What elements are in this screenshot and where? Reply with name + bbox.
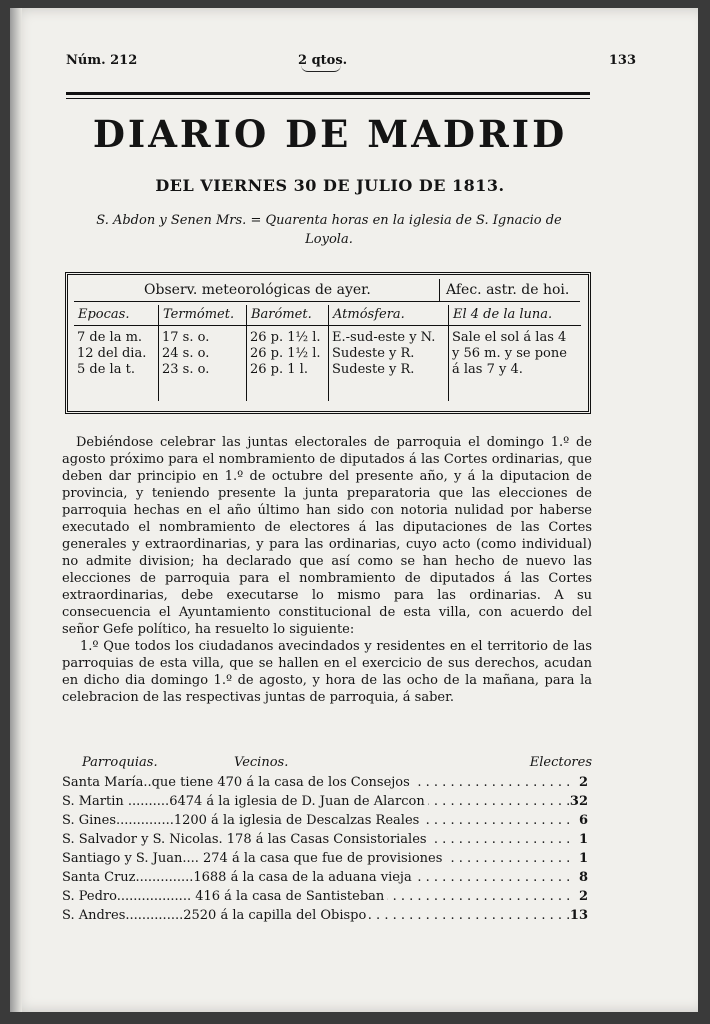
- parish-table-header: [62, 755, 592, 773]
- saints-of-the-day: S. Abdon y Senen Mrs. = Quarenta horas en la iglesia de S. Ignacio de Loyola.: [96, 213, 562, 247]
- newspaper-page: [10, 8, 698, 1012]
- masthead-title: DIARIO DE MADRID: [92, 112, 568, 156]
- parish-entry: Santiago y S. Juan.... 274 á la casa que fue de provisiones: [62, 851, 445, 866]
- column-header: Epocas.: [74, 305, 158, 326]
- article-paragraph: 1.º Que todos los ciudadanos avecindados y residentes en el territorio de las parroquias de esta villa, que se hallen en el exercicio de sus derechos, acudan en dicho dia domingo 1.º de agosto, y hora de las ocho de la mañana, para la celebracion de las respectivas juntas de parroquia, á saber.: [62, 639, 592, 705]
- parish-entry: Santa María..que tiene 470 á la casa de los Consejos: [62, 775, 413, 790]
- elector-count: 2: [578, 775, 588, 790]
- elector-count: 1: [578, 832, 588, 847]
- elector-count: 13: [569, 908, 588, 923]
- elector-count: 8: [578, 870, 588, 885]
- cell: 26 p. 1½ l.: [250, 330, 321, 345]
- column-luna: [448, 305, 581, 401]
- weather-observations-table: [65, 272, 591, 414]
- article-body: [62, 434, 592, 706]
- cell: 24 s. o.: [162, 346, 210, 361]
- parish-entry: S. Gines..............1200 á la iglesia de Descalzas Reales: [62, 813, 422, 828]
- cell: Sudeste y R.: [332, 346, 415, 361]
- price-brace-ornament: [301, 65, 341, 72]
- column-header: Termómet.: [159, 305, 247, 326]
- header-neighbors: Vecinos.: [234, 755, 289, 770]
- column-termometro: [158, 305, 247, 401]
- parish-entry: S. Pedro.................. 416 á la casa de Santisteban: [62, 889, 387, 904]
- column-atmosfera: [328, 305, 449, 401]
- table-row: [62, 906, 592, 925]
- table-row: [62, 849, 592, 868]
- parish-entry: S. Martin ..........6474 á la iglesia de D. Juan de Alarcon: [62, 794, 428, 809]
- header-parish: Parroquias.: [82, 755, 158, 770]
- parish-entry: S. Andres..............2520 á la capilla del Obispo: [62, 908, 369, 923]
- elector-count: 32: [569, 794, 588, 809]
- table-row: [62, 792, 592, 811]
- dateline: DEL VIERNES 30 DE JULIO DE 1813.: [155, 176, 505, 195]
- header-electors: Electores: [529, 755, 592, 770]
- masthead-rule-thin: [66, 98, 590, 99]
- cell: 23 s. o.: [162, 362, 210, 377]
- elector-count: 2: [578, 889, 588, 904]
- title-divider: [439, 279, 440, 301]
- article-paragraph: Debiéndose celebrar las juntas electorales de parroquia el domingo 1.º de agosto próximo para el nombramiento de diputados á las Cortes ordinarias, que deben dar principio en 1.º de octubre del presente año, y á la diputacion de provincia, y teniendo presente la junta preparatoria que las elecciones de parroquia hechas en el año último han sido con notoria nulidad por haberse executado el nombramiento de electores á las diputaciones de las Cortes generales y extraordinarias, y para las ordinarias, cuyo acto (como individual) no admite division; ha declarado que así como se han hecho de nuevo las elecciones de parroquia para el nombramiento de diputados á las Cortes extraordinarias, debe executarse lo mismo para las ordinarias. A su consecuencia el Ayuntamiento constitucional de esta villa, con acuerdo del señor Gefe político, ha resuelto lo siguiente:: [62, 435, 592, 637]
- cell: 12 del dia.: [77, 346, 147, 361]
- elector-count: 6: [578, 813, 588, 828]
- cell: E.-sud-este y N.: [332, 330, 436, 345]
- astro-title: Afec. astr. de hoi.: [446, 282, 570, 298]
- elector-count: 1: [578, 851, 588, 866]
- masthead-rule-thick: [66, 92, 590, 95]
- parish-table: [62, 773, 592, 925]
- weather-table-title-row: [74, 279, 580, 302]
- cell: 5 de la t.: [77, 362, 135, 377]
- column-header: Barómet.: [247, 305, 329, 326]
- table-row: [62, 811, 592, 830]
- cell: 7 de la m.: [77, 330, 143, 345]
- cell: 17 s. o.: [162, 330, 210, 345]
- column-barometro: [246, 305, 329, 401]
- table-row: [62, 868, 592, 887]
- column-header: El 4 de la luna.: [449, 305, 581, 326]
- weather-title: Observ. meteorológicas de ayer.: [144, 282, 371, 298]
- cell: y 56 m. y se pone: [452, 346, 567, 361]
- cell: Sale el sol á las 4: [452, 330, 567, 345]
- price: 2 qtos.: [298, 53, 348, 68]
- cell: 26 p. 1 l.: [250, 362, 308, 377]
- page-number: 133: [608, 53, 636, 68]
- column-header: Atmósfera.: [329, 305, 449, 326]
- table-row: [62, 887, 592, 906]
- parish-entry: Santa Cruz..............1688 á la casa de la aduana vieja: [62, 870, 415, 885]
- page-spine-shadow: [10, 8, 22, 1012]
- issue-number: Núm. 212: [66, 53, 138, 68]
- parish-entry: S. Salvador y S. Nicolas. 178 á las Casas Consistoriales: [62, 832, 430, 847]
- column-epocas: [74, 305, 158, 401]
- cell: Sudeste y R.: [332, 362, 415, 377]
- table-row: [62, 773, 592, 792]
- table-row: [62, 830, 592, 849]
- cell: á las 7 y 4.: [452, 362, 523, 377]
- cell: 26 p. 1½ l.: [250, 346, 321, 361]
